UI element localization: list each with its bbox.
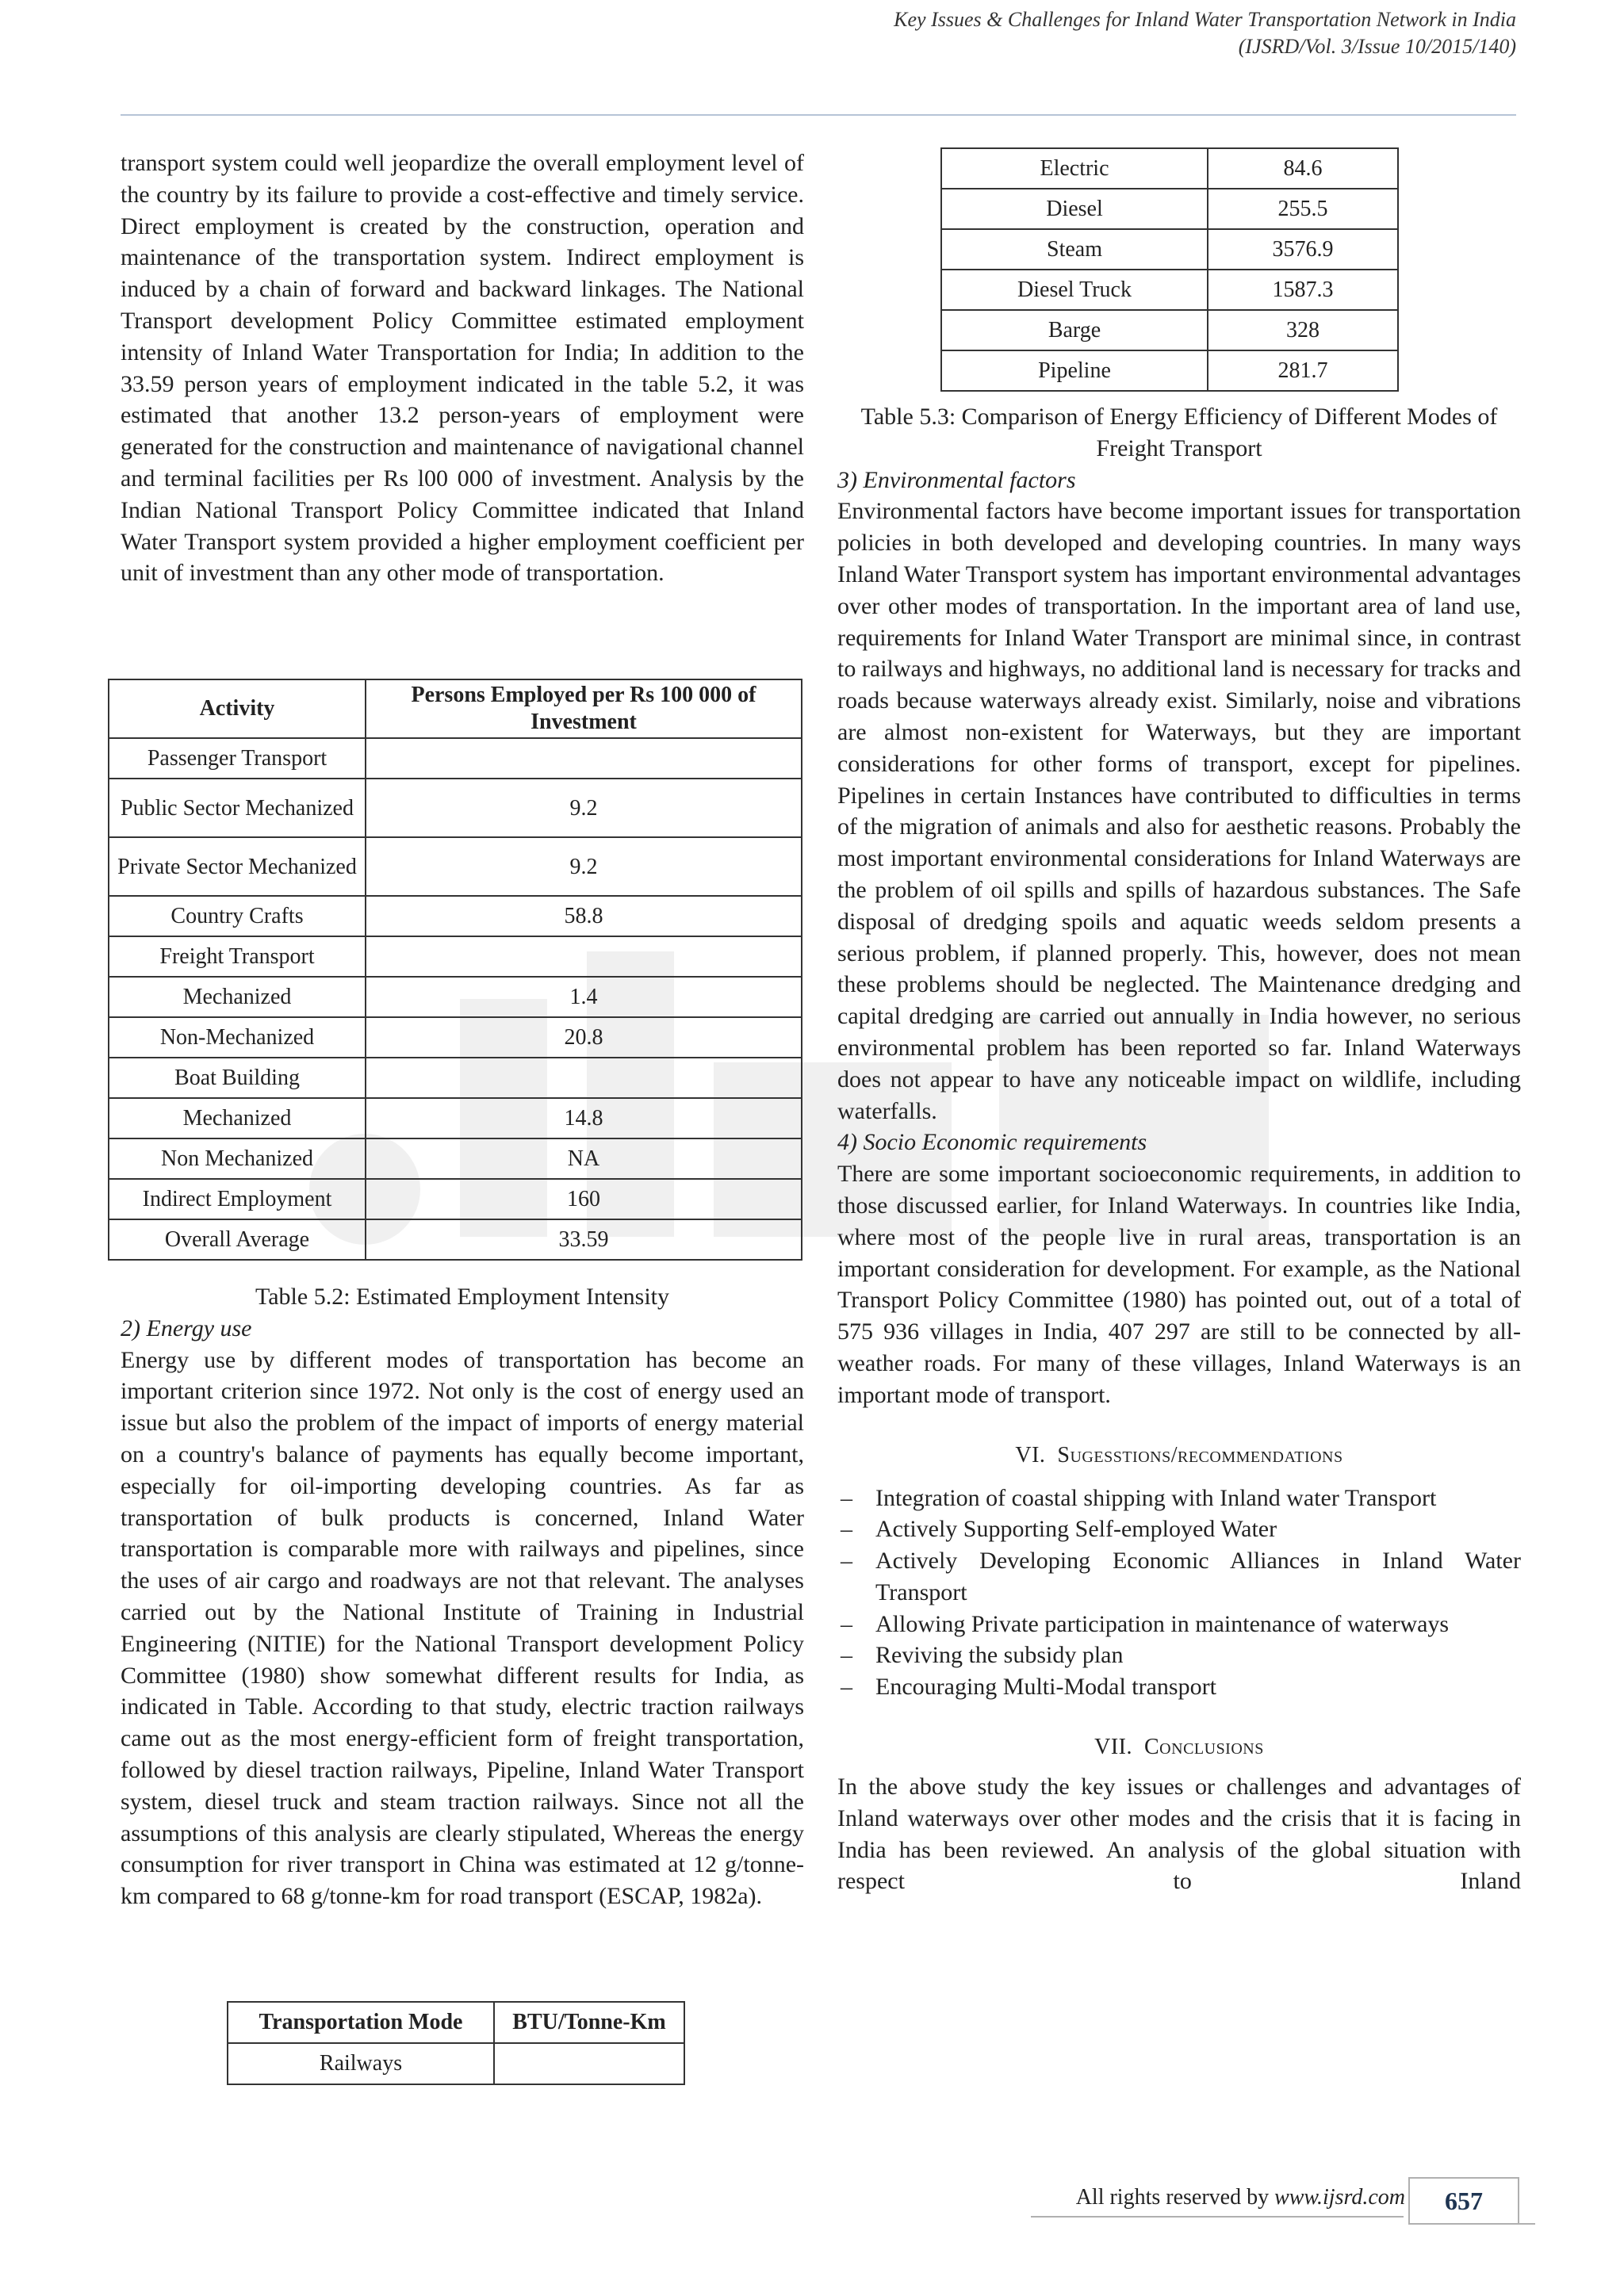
section-heading-vi — [837, 1440, 1521, 1471]
table-row — [109, 1219, 802, 1260]
section-heading-vii — [837, 1732, 1521, 1763]
cell-mode: Diesel — [941, 189, 1208, 229]
table-row — [109, 779, 802, 837]
table-energy-efficiency-part1 — [227, 2001, 685, 2085]
section-number: VI. — [1015, 1442, 1046, 1468]
table-energy-efficiency-part2 — [940, 147, 1399, 392]
paragraph-energy-use: Energy use by different modes of transportation has become an important criterion since 1972. Not only is the cost of energy used an issue but also the problem of the impact of imports of energy material on a country's balance of payments has equally become important, especially for oil-importing developing countries. As far as transportation of bulk products is concerned, Inland Water transportation is comparable more with railways and pipelines, since the uses of air cargo and roadways are not that relevant. The analyses carried out by the National Institute of Training in Industrial Engineering (NITIE) for the National Transport development Policy Committee (1980) show somewhat different results for India, as indicated in Table. According to that study, electric traction railways came out as the most energy-efficient form of freight transportation, followed by diesel traction railways, Pipeline, Inland Water Transport system, diesel truck and steam traction railways. Since not all the assumptions of this analysis are clearly stipulated, Whereas the energy consumption for river transport in China was estimated at 12 g/tonne-km compared to 68 g/tonne-km for road transport (ESCAP, 1982a). — [121, 1346, 804, 1910]
header-title: Key Issues & Challenges for Inland Water Transportation Network in India — [894, 8, 1516, 31]
table-header-row — [109, 679, 802, 738]
column-header-btu: BTU/Tonne-Km — [494, 2002, 684, 2043]
bullet-dash: – — [841, 1674, 852, 1701]
column-header-persons: Persons Employed per Rs 100 000 of Investment — [366, 679, 802, 738]
cell-mode: Pipeline — [941, 350, 1208, 391]
cell-value: 14.8 — [366, 1098, 802, 1138]
cell-value: 33.59 — [366, 1219, 802, 1260]
table-row — [109, 1058, 802, 1098]
table-row — [228, 2043, 684, 2084]
paragraph-socio-economic: There are some important socioeconomic requirements, in addition to those discussed earlier, for Inland Waterways. In countries like India, where most of the people live in rural areas, transportation is an important consideration for development. For example, as the National Transport Policy Committee (1980) has pointed out, out of a total of 575 936 villages in India, 407 297 are still to be connected by all-weather roads. For many of these villages, Inland Waterways is an important mode of transport. — [837, 1161, 1521, 1408]
table-row — [941, 229, 1398, 270]
cell-value: 255.5 — [1208, 189, 1398, 229]
cell-activity: Passenger Transport — [109, 738, 366, 779]
cell-value: 20.8 — [366, 1017, 802, 1058]
column-header-mode: Transportation Mode — [228, 2002, 494, 2043]
cell-value: 160 — [366, 1179, 802, 1219]
section-number: VII. — [1094, 1735, 1132, 1760]
footer-site-link[interactable]: www.ijsrd.com — [1274, 2185, 1405, 2210]
footer-rights-text: All rights reserved by — [1075, 2185, 1275, 2210]
cell-activity: Boat Building — [109, 1058, 366, 1098]
table-row — [109, 936, 802, 977]
cell-activity: Mechanized — [109, 1098, 366, 1138]
paragraph-employment: transport system could well jeopardize the overall employment level of the country by its failure to provide a cost-effective and timely service. Direct employment is created by the construction, operation and maintenance of the transportation system. Indirect employment is induced by a chain of forward and backward linkages. The National Transport development Policy Committee estimated employment intensity of Inland Water Transportation for India; In addition to the 33.59 person years of employment indicated in the table 5.2, it was estimated that another 13.2 person-years of employment were generated for the construction and maintenance of navigational channel and terminal facilities per Rs l00 000 of investment. Analysis by the Indian National Transport Policy Committee indicated that Inland Water Transport system provided a higher employment coefficient per unit of investment than any other mode of transportation. — [121, 150, 804, 587]
list-item: – Actively Developing Economic Alliances in Inland Water Transport — [837, 1545, 1521, 1609]
table-row — [941, 310, 1398, 350]
section-title: Conclusions — [1144, 1735, 1264, 1760]
cell-activity: Overall Average — [109, 1219, 366, 1260]
cell-value: 3576.9 — [1208, 229, 1398, 270]
footer-rule — [1031, 2216, 1404, 2218]
header-citation: (IJSRD/Vol. 3/Issue 10/2015/140) — [1238, 35, 1516, 58]
cell-activity: Non-Mechanized — [109, 1017, 366, 1058]
heading-socio-economic: 4) Socio Economic requirements — [837, 1129, 1147, 1156]
header-rule — [121, 114, 1516, 116]
cell-value — [366, 738, 802, 779]
table-employment-intensity — [108, 679, 802, 1261]
table-row — [109, 896, 802, 936]
table-row — [109, 837, 802, 896]
table-row — [941, 350, 1398, 391]
cell-activity: Non Mechanized — [109, 1138, 366, 1179]
cell-value: 9.2 — [366, 779, 802, 837]
page-number: 657 — [1408, 2177, 1519, 2223]
cell-activity: Freight Transport — [109, 936, 366, 977]
cell-activity: Indirect Employment — [109, 1179, 366, 1219]
cell-value: 58.8 — [366, 896, 802, 936]
left-column — [121, 147, 804, 589]
left-column-lower — [121, 1281, 804, 1912]
cell-value — [366, 1058, 802, 1098]
table-caption-5-3: Table 5.3: Comparison of Energy Efficiency of Different Modes of Freight Transport — [860, 404, 1498, 461]
bullet-dash: – — [841, 1516, 852, 1543]
cell-activity: Country Crafts — [109, 896, 366, 936]
cell-value: 1587.3 — [1208, 270, 1398, 310]
table-row — [109, 1098, 802, 1138]
table-header-row — [228, 2002, 684, 2043]
paragraph-conclusions: In the above study the key issues or challenges and advantages of Inland waterways over other modes and the crisis that it is facing in India has been reviewed. An analysis of the global situation with respect to Inland — [837, 1774, 1521, 1895]
bullet-dash: – — [841, 1484, 852, 1511]
recommendations-list — [837, 1483, 1521, 1704]
cell-value: 9.2 — [366, 837, 802, 896]
running-header — [121, 6, 1516, 60]
cell-value: NA — [366, 1138, 802, 1179]
cell-value: 281.7 — [1208, 350, 1398, 391]
cell-activity: Mechanized — [109, 977, 366, 1017]
footer-rights — [1031, 2183, 1405, 2212]
table-row — [941, 148, 1398, 189]
list-item: – Allowing Private participation in maintenance of waterways — [837, 1609, 1521, 1640]
paragraph-environmental: Environmental factors have become important issues for transportation policies in both developed and developing countries. In many ways Inland Water Transport system has important environmental advantages over other modes of transportation. In the important area of land use, requirements for Inland Water Transport are minimal since, in contrast to railways and highways, no additional land is necessary for tracks and roads because waterways already exist. Similarly, noise and vibrations are almost non-existent for Waterways, but they are important considerations for other forms of transport, except for pipelines. Pipelines in certain Instances have contributed to difficulties in terms of the migration of animals and also for aesthetic reasons. Probably the most important environmental considerations for Inland Waterways are the problem of oil spills and spills of hazardous substances. The Safe disposal of dredging spoils and aquatic weeds seldom presents a serious problem, if planned properly. This, however, does not mean these problems should be neglected. The Maintenance dredging and capital dredging are carried out annually in India however, no serious environmental problem has been reported so far. Inland Waterways does not appear to have any noticeable impact on wildlife, including waterfalls. — [837, 498, 1521, 1124]
table-row — [941, 189, 1398, 229]
heading-environmental-factors: 3) Environmental factors — [837, 466, 1076, 493]
cell-value: 1.4 — [366, 977, 802, 1017]
cell-activity: Private Sector Mechanized — [109, 837, 366, 896]
table-row — [941, 270, 1398, 310]
table-row — [109, 738, 802, 779]
heading-energy-use: 2) Energy use — [121, 1314, 252, 1341]
list-item: – Integration of coastal shipping with Inland water Transport — [837, 1483, 1521, 1514]
list-item: – Reviving the subsidy plan — [837, 1640, 1521, 1671]
table-row — [109, 977, 802, 1017]
table-caption-5-2: Table 5.2: Estimated Employment Intensity — [255, 1284, 669, 1310]
cell-mode: Barge — [941, 310, 1208, 350]
cell-activity: Public Sector Mechanized — [109, 779, 366, 837]
cell-mode: Railways — [228, 2043, 494, 2084]
table-row — [109, 1017, 802, 1058]
cell-value — [366, 936, 802, 977]
cell-mode: Electric — [941, 148, 1208, 189]
table-row — [109, 1179, 802, 1219]
right-column — [837, 401, 1521, 1897]
list-item: – Actively Supporting Self-employed Water — [837, 1513, 1521, 1545]
table-row — [109, 1138, 802, 1179]
page-number-rule — [1408, 2223, 1535, 2225]
cell-value: 84.6 — [1208, 148, 1398, 189]
list-item: – Encouraging Multi-Modal transport — [837, 1671, 1521, 1703]
cell-mode: Diesel Truck — [941, 270, 1208, 310]
bullet-dash: – — [841, 1642, 852, 1669]
cell-value — [494, 2043, 684, 2084]
cell-mode: Steam — [941, 229, 1208, 270]
section-title: Sugesstions/recommendations — [1057, 1442, 1343, 1468]
column-header-activity: Activity — [109, 679, 366, 738]
bullet-dash: – — [841, 1548, 852, 1575]
bullet-dash: – — [841, 1610, 852, 1637]
cell-value: 328 — [1208, 310, 1398, 350]
